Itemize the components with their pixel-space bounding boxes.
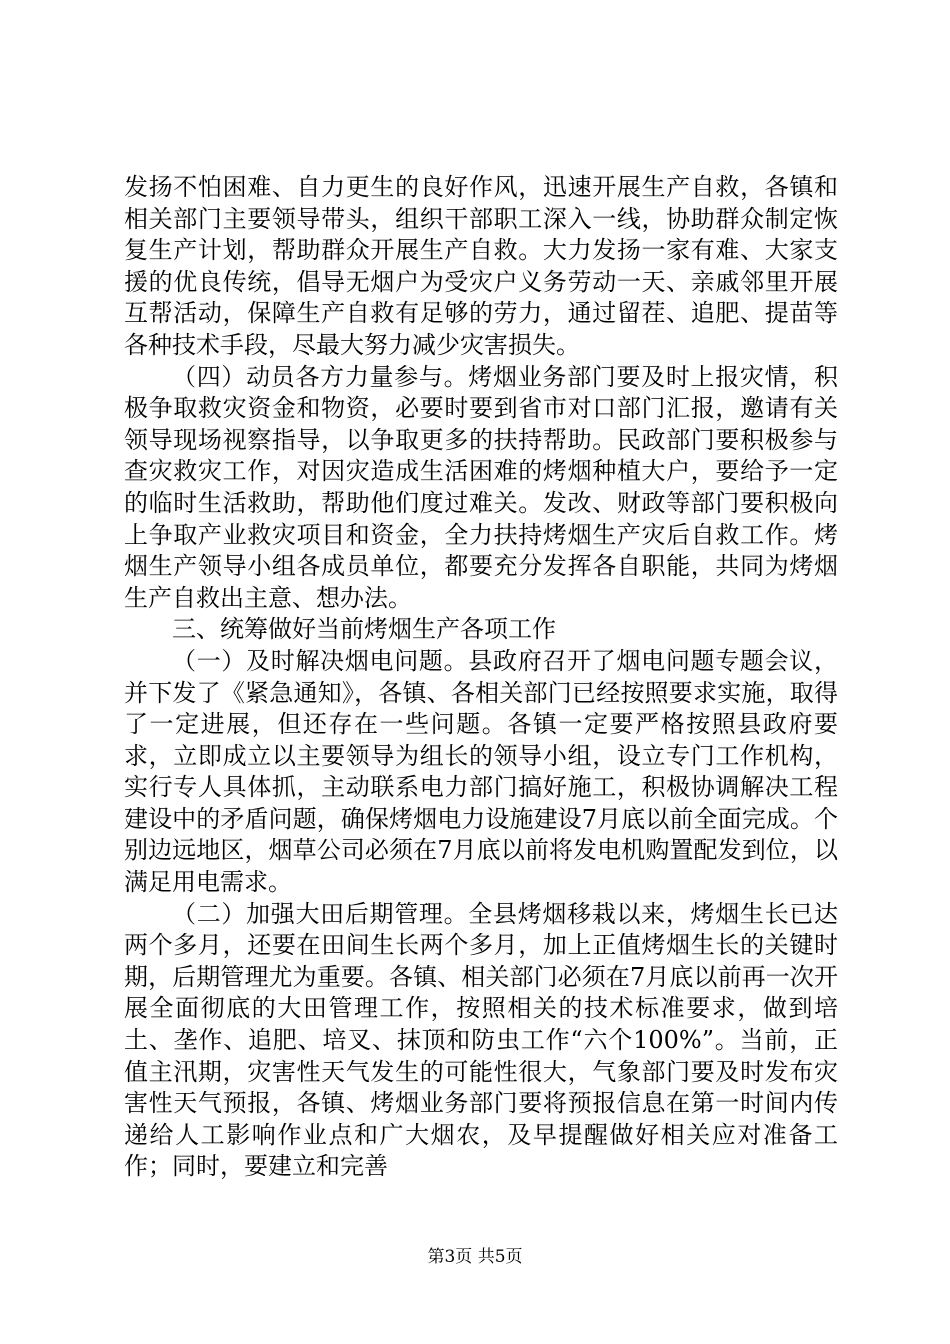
page-footer: 第3页 共5页 (427, 1247, 523, 1267)
paragraph-4: （二）加强大田后期管理。全县烤烟移栽以来，烤烟生长已达两个多月，还要在田间生长两个多月，加上正值烤烟生长的关键时期，后期管理尤为重要。各镇、相关部门必须在7月底以前再一次开展全面彻底的大田管理工作，按照相关的技术标准要求，做到培土、垄作、追肥、培叉、抹顶和防虫工作“六个100%”。当前，正值主汛期，灾害性天气发生的可能性很大，气象部门要及时发布灾害性天气预报，各镇、烤烟业务部门要将预报信息在第一时间内传递给人工影响作业点和广大烟农，及早提醒做好相关应对准备工作；同时，要建立和完善 (124, 899, 838, 1181)
paragraph-1: 发扬不怕困难、自力更生的良好作风，迅速开展生产自救，各镇和相关部门主要领导带头，组织干部职工深入一线，协助群众制定恢复生产计划，帮助群众开展生产自救。大力发扬一家有难、大家支援的优良传统，倡导无烟户为受灾户义务劳动一天、亲戚邻里开展互帮活动，保障生产自救有足够的劳力，通过留茬、追肥、提苗等各种技术手段，尽最大努力减少灾害损失。 (124, 173, 838, 359)
paragraph-3: （一）及时解决烟电问题。县政府召开了烟电问题专题会议，并下发了《紧急通知》，各镇、各相关部门已经按照要求实施，取得了一定进展，但还存在一些问题。各镇一定要严格按照县政府要求，立即成立以主要领导为组长的领导小组，设立专门工作机构，实行专人具体抓，主动联系电力部门搞好施工，积极协调解决工程建设中的矛盾问题，确保烤烟电力设施建设7月底以前全面完成。个别边远地区，烟草公司必须在7月底以前将发电机购置配发到位，以满足用电需求。 (124, 646, 838, 897)
document-body (124, 172, 838, 1183)
section-heading: 三、统筹做好当前烤烟生产各项工作 (172, 615, 556, 644)
paragraph-2: （四）动员各方力量参与。烤烟业务部门要及时上报灾情，积极争取救灾资金和物资，必要时要到省市对口部门汇报，邀请有关领导现场视察指导，以争取更多的扶持帮助。民政部门要积极参与查灾救灾工作，对因灾造成生活困难的烤烟种植大户，要给予一定的临时生活救助，帮助他们度过难关。发改、财政等部门要积极向上争取产业救灾项目和资金，全力扶持烤烟生产灾后自救工作。烤烟生产领导小组各成员单位，都要充分发挥各自职能，共同为烤烟生产自救出主意、想办法。 (124, 362, 838, 612)
